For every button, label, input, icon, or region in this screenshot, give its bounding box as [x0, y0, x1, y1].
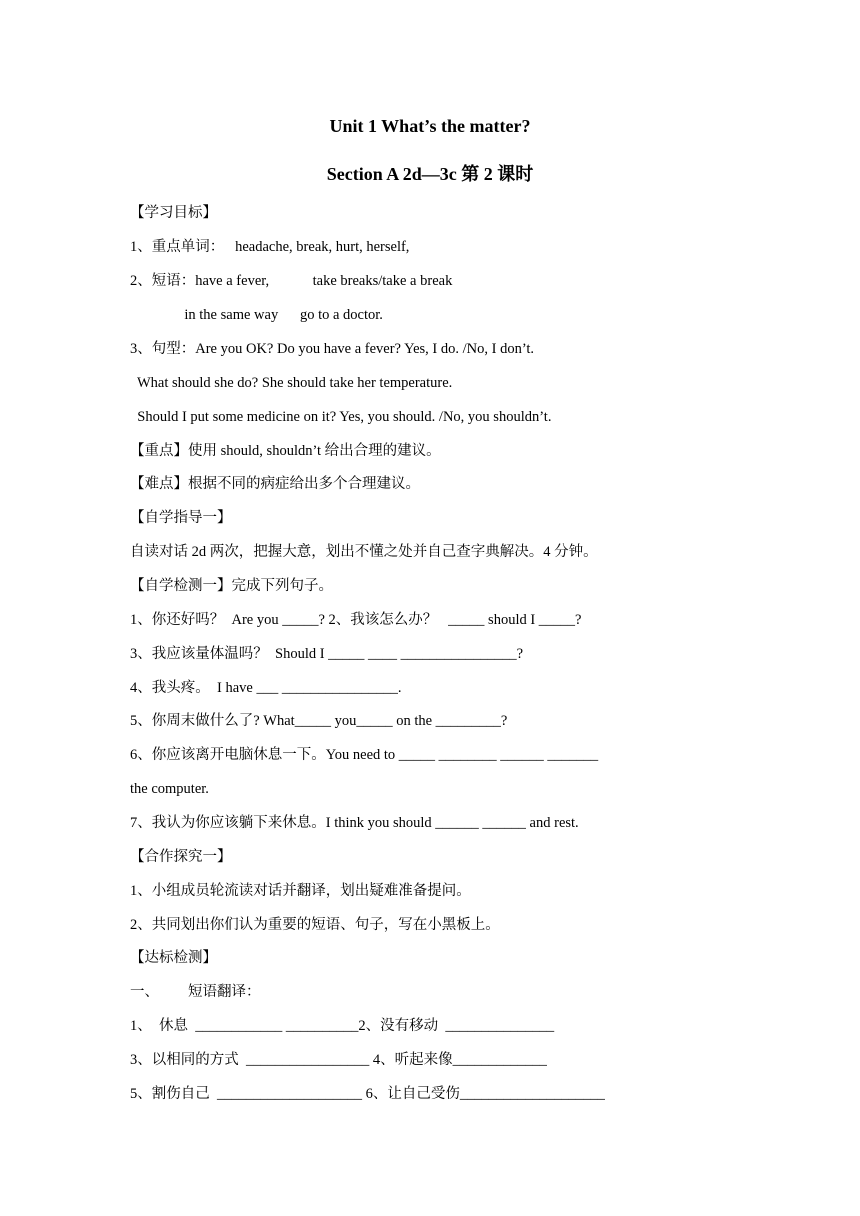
sentence-pattern-3: Should I put some medicine on it? Yes, you should. /No, you shouldn’t.: [130, 409, 552, 425]
section-heading-self-check: 【自学检测一】完成下列句子。: [130, 578, 333, 594]
exercise-line-6: 6、你应该离开电脑休息一下。You need to _____ ________ ______ _______: [130, 747, 599, 763]
self-study-instruction: 自读对话 2d 两次，把握大意，划出不懂之处并自己查字典解决。4 分钟。: [130, 544, 598, 560]
section-heading-assessment: 【达标检测】: [130, 950, 217, 966]
exercise-line-3: 3、我应该量体温吗？ Should I _____ ____ ________________?: [130, 646, 524, 662]
cooperation-item-1: 1、小组成员轮流读对话并翻译，划出疑难准备提问。: [130, 883, 471, 899]
exercise-line-1: 1、你还好吗？ Are you _____? 2、我该怎么办？ _____ should I _____?: [130, 612, 582, 628]
exercise-line-4: 4、我头疼。 I have ___ ________________.: [130, 680, 402, 696]
exercise-line-6-continued: the computer.: [130, 781, 209, 797]
translation-line-3: 5、割伤自己 ____________________ 6、让自己受伤____________________: [130, 1086, 605, 1102]
phrases-line-continued: in the same way go to a doctor.: [130, 307, 383, 323]
section-heading-cooperation: 【合作探究一】: [130, 849, 232, 865]
exercise-line-5: 5、你周末做什么了? What_____ you_____ on the _________?: [130, 713, 508, 729]
phrase-translation-heading: 一、 短语翻译：: [130, 984, 261, 1000]
phrases-line: 2、短语：have a fever, take breaks/take a break: [130, 273, 453, 289]
section-heading-objectives: 【学习目标】: [130, 205, 217, 221]
difficult-point-line: 【难点】根据不同的病症给出多个合理建议。: [130, 476, 420, 492]
cooperation-item-2: 2、共同划出你们认为重要的短语、句子，写在小黑板上。: [130, 917, 500, 933]
section-heading-self-study: 【自学指导一】: [130, 510, 232, 526]
key-point-line: 【重点】使用 should, shouldn’t 给出合理的建议。: [130, 443, 441, 459]
translation-line-2: 3、以相同的方式 _________________ 4、听起来像_____________: [130, 1052, 547, 1068]
page-title: Unit 1 What’s the matter?: [329, 116, 531, 136]
translation-line-1: 1、 休息 ____________ __________2、没有移动 _______________: [130, 1018, 555, 1034]
sentence-patterns-line: 3、句型：Are you OK? Do you have a fever? Yes, I do. /No, I don’t.: [130, 341, 535, 357]
exercise-line-7: 7、我认为你应该躺下来休息。I think you should ______ ______ and rest.: [130, 815, 579, 831]
key-words-line: 1、重点单词： headache, break, hurt, herself,: [130, 239, 410, 255]
sentence-pattern-2: What should she do? She should take her temperature.: [130, 375, 453, 391]
page-subtitle: Section A 2d—3c 第 2 课时: [326, 164, 534, 184]
